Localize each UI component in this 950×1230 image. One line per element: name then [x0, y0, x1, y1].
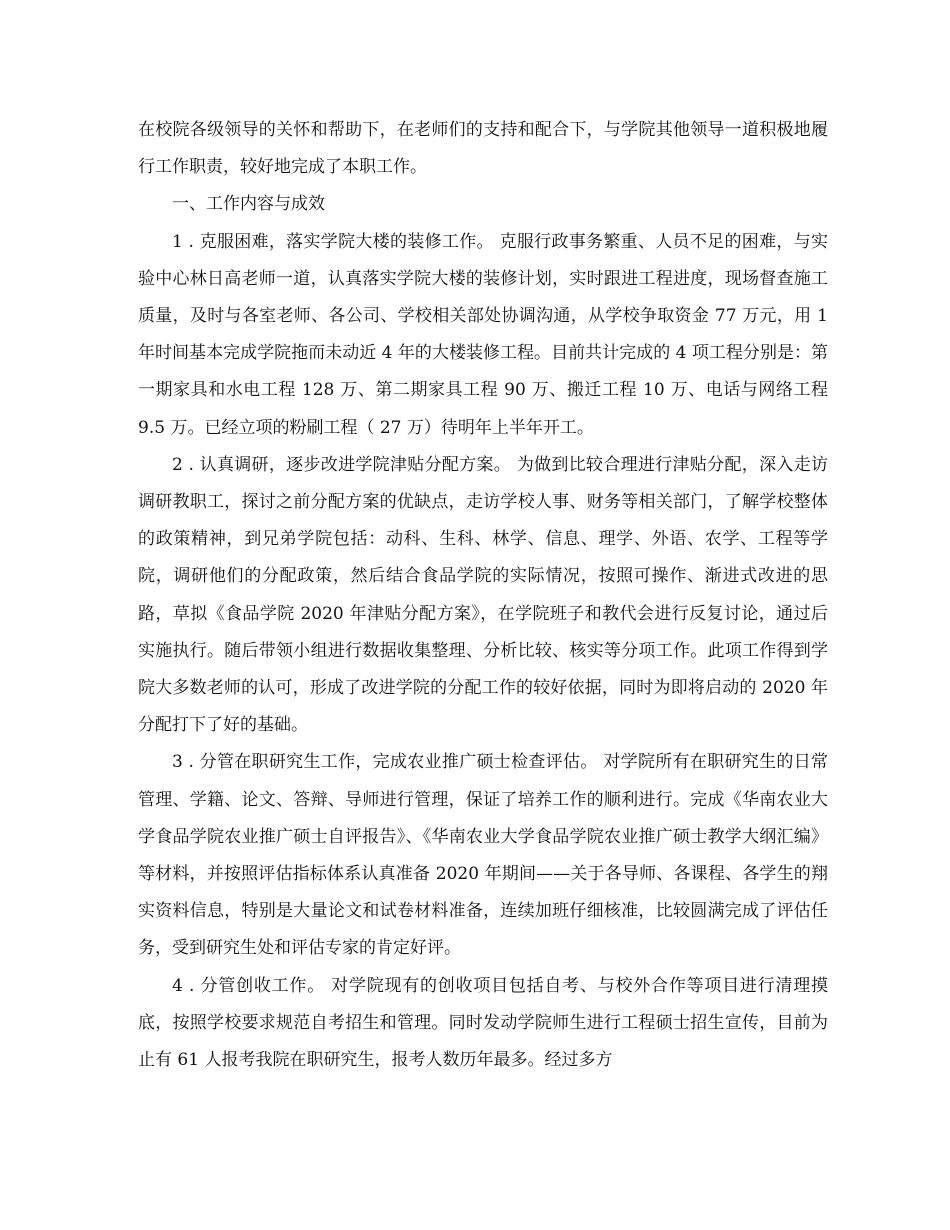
paragraph-intro: 在校院各级领导的关怀和帮助下，在老师们的支持和配合下，与学院其他领导一道积极地履行工作职责，较好地完成了本职工作。	[138, 120, 828, 178]
paragraph-item-4: 4 . 分管创收工作。 对学院现有的创收项目包括自考、与校外合作等项目进行清理摸底，按照学校要求规范自考招生和管理。同时发动学院师生进行工程硕士招生宣传，目前为止有 61 人报考我院在职研究生，报考人数历年最多。经过多方	[138, 975, 828, 1071]
document-body	[138, 112, 828, 1079]
paragraph-item-2: 2 . 认真调研，逐步改进学院津贴分配方案。 为做到比较合理进行津贴分配，深入走访调研教职工，探讨之前分配方案的优缺点，走访学校人事、财务等相关部门，了解学校整体的政策精神，到兄弟学院包括：动科、生科、林学、信息、理学、外语、农学、工程等学院，调研他们的分配政策，然后结合食品学院的实际情况，按照可操作、渐进式改进的思路，草拟《食品学院 2020 年津贴分配方案》，在学院班子和教代会进行反复讨论，通过后实施执行。随后带领小组进行数据收集整理、分析比较、核实等分项工作。此项工作得到学院大多数老师的认可，形成了改进学院的分配工作的较好依据，同时为即将启动的 2020 年分配打下了好的基础。	[138, 454, 828, 736]
paragraph-item-3: 3 . 分管在职研究生工作，完成农业推广硕士检查评估。 对学院所有在职研究生的日常管理、学籍、论文、答辩、导师进行管理，保证了培养工作的顺利进行。完成《华南农业大学食品学院农业推广硕士自评报告》、《华南农业大学食品学院农业推广硕士教学大纲汇编》等材料，并按照评估指标体系认真准备 2020 年期间——关于各导师、各课程、各学生的翔实资料信息，特别是大量论文和试卷材料准备，连续加班仔细核准，比较圆满完成了评估任务，受到研究生处和评估专家的肯定好评。	[138, 752, 828, 959]
section-heading: 一、工作内容与成效	[172, 194, 325, 215]
paragraph-item-1: 1 . 克服困难，落实学院大楼的装修工作。 克服行政事务繁重、人员不足的困难，与实验中心林日高老师一道，认真落实学院大楼的装修计划，实时跟进工程进度，现场督查施工质量，及时与各室老师、各公司、学校相关部处协调沟通，从学校争取资金 77 万元，用 1 年时间基本完成学院拖而未动近 4 年的大楼装修工程。目前共计完成的 4 项工程分别是：第一期家具和水电工程 128 万、第二期家具工程 90 万、搬迁工程 10 万、电话与网络工程 9.5 万。已经立项的粉刷工程（ 27 万）待明年上半年开工。	[138, 231, 828, 438]
